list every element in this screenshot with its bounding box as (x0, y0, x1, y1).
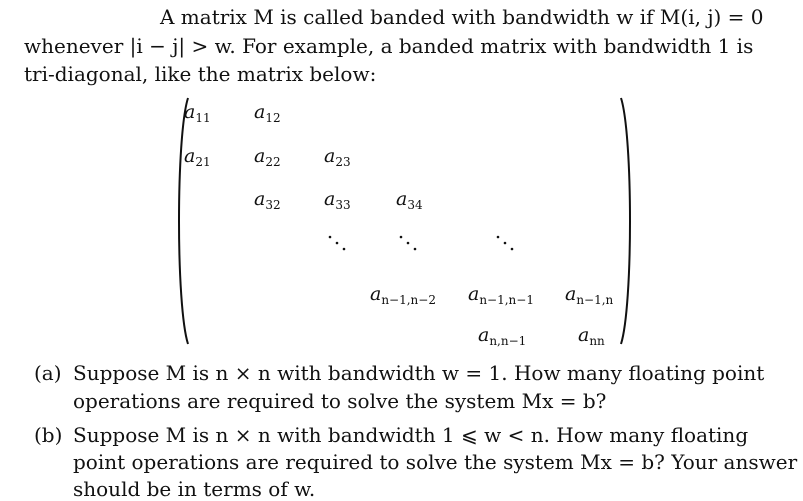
question-a-label: (a) (34, 361, 62, 385)
matrix-entry: $a_{n,n-1}$ (478, 324, 527, 348)
paragraph-line-3: tri-diagonal, like the matrix below: (24, 62, 377, 86)
paragraph-line-2: whenever |i − j| > w. For example, a banded matrix with bandwidth 1 is (24, 34, 754, 58)
matrix-entry: $a_{n-1,n-2}$ (370, 283, 436, 307)
matrix-entry: $a_{n-1,n}$ (565, 283, 614, 307)
matrix-entry: $a_{34}$ (396, 188, 423, 212)
question-b-line-1: Suppose M is n × n with bandwidth 1 ⩽ w < n. How many floating (73, 423, 749, 447)
matrix-entry: $a_{nn}$ (578, 324, 605, 348)
question-a-line-1: Suppose M is n × n with bandwidth w = 1. How many floating point (73, 361, 765, 385)
matrix-entry: $a_{22}$ (254, 145, 281, 169)
question-b-line-3: should be in terms of w. (73, 477, 316, 501)
matrix-entry: $a_{21}$ (184, 145, 211, 169)
right-parenthesis (617, 96, 637, 346)
matrix-entry: $a_{33}$ (324, 188, 351, 212)
matrix-entry: $a_{12}$ (254, 101, 281, 125)
paragraph-line-1: A matrix M is called banded with bandwidth w if M(i, j) = 0 (160, 5, 764, 29)
question-b-label: (b) (34, 423, 63, 447)
left-parenthesis (172, 96, 192, 346)
question-b-line-2: point operations are required to solve the system Mx = b? Your answer (73, 450, 798, 474)
diagonal-dots (327, 234, 349, 252)
matrix-entry: $a_{11}$ (184, 101, 211, 125)
matrix-entry: $a_{n-1,n-1}$ (468, 283, 534, 307)
diagonal-dots (398, 234, 420, 252)
matrix-entry: $a_{23}$ (324, 145, 351, 169)
tridiagonal-matrix (172, 96, 637, 346)
question-a-line-2: operations are required to solve the system Mx = b? (73, 389, 607, 413)
matrix-entry: $a_{32}$ (254, 188, 281, 212)
diagonal-dots (495, 234, 517, 252)
